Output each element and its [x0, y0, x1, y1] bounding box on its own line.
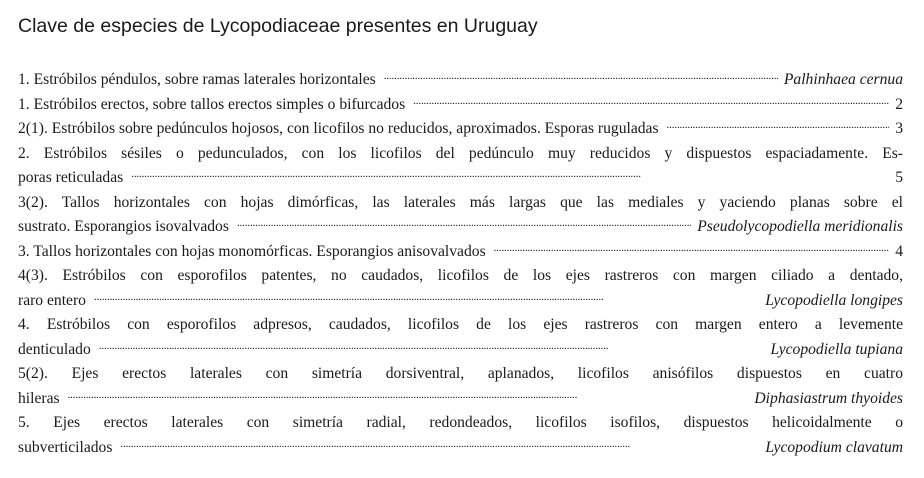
key-entry-text: 5(2). Ejes erectos laterales con simetría dorsiventral, aplanados, licofilos anisófilos dispuestos en cuatro — [18, 365, 903, 382]
key-entry-2a — [18, 117, 903, 142]
key-entry-text-cont: sustrato. Esporangios isovalvados — [18, 218, 229, 235]
key-entry-text: 3(2). Tallos horizontales con hojas dimórficas, las laterales más largas que las mediales y yaciendo planas sobre el — [18, 193, 903, 211]
key-entry-step: 5 — [895, 169, 903, 186]
key-entry-step: 2 — [895, 95, 903, 113]
key-entry-text: 1. Estróbilos erectos, sobre tallos erectos simples o bifurcados — [18, 95, 406, 113]
key-entry-taxon: Pseudolycopodiella meridionalis — [697, 218, 903, 235]
key-entry-taxon: Lycopodium clavatum — [765, 438, 903, 456]
dot-leader — [667, 117, 890, 133]
dot-leader — [384, 68, 778, 84]
key-entry-taxon: Palhinhaea cernua — [783, 71, 903, 88]
key-entry-taxon: Lycopodiella tupiana — [770, 340, 903, 358]
key-entry-5b — [18, 411, 903, 460]
dichotomous-key — [18, 68, 903, 460]
dot-leader — [120, 436, 759, 452]
key-entry-text: 1. Estróbilos péndulos, sobre ramas laterales horizontales — [18, 71, 376, 88]
key-entry-text-cont: hileras — [18, 389, 60, 407]
key-entry-text: 3. Tallos horizontales con hojas monomórficas. Esporangios anisovalvados — [18, 242, 486, 260]
key-entry-4a — [18, 264, 903, 313]
key-entry-text-cont: raro entero — [18, 291, 86, 309]
key-entry-4b — [18, 313, 903, 362]
key-entry-text: 2. Estróbilos sésiles o pedunculados, con los licofilos del pedúnculo muy reducidos y dispuestos espaciadamente. Es- — [18, 144, 903, 162]
key-entry-3a — [18, 191, 903, 240]
key-entry-2b — [18, 142, 903, 191]
dot-leader — [494, 240, 890, 256]
key-entry-text: 4. Estróbilos con esporofilos adpresos, caudados, licofilos de los ejes rastreros con margen entero a levemente — [18, 316, 903, 333]
key-entry-5a — [18, 362, 903, 411]
dot-leader — [413, 93, 889, 109]
key-entry-step: 4 — [895, 242, 903, 260]
key-entry-text-cont: denticulado — [18, 340, 91, 358]
key-entry-step: 3 — [895, 120, 903, 137]
key-entry-text: 2(1). Estróbilos sobre pedúnculos hojosos, con licofilos no reducidos, aproximados. Esporas ruguladas — [18, 120, 659, 137]
dot-leader — [94, 289, 759, 305]
key-entry-1a — [18, 68, 903, 93]
key-entry-text: 5. Ejes erectos laterales con simetría radial, redondeados, licofilos isofilos, dispuestos helicoidalmente o — [18, 414, 903, 431]
key-entry-1b — [18, 93, 903, 118]
key-entry-3b — [18, 240, 903, 265]
page-title: Clave de especies de Lycopodiaceae presentes en Uruguay — [18, 15, 538, 37]
key-entry-text-cont: subverticilados — [18, 438, 113, 456]
key-entry-taxon: Lycopodiella longipes — [765, 291, 903, 309]
key-entry-text-cont: poras reticuladas — [18, 169, 124, 186]
dot-leader — [237, 215, 691, 231]
key-entry-text: 4(3). Estróbilos con esporofilos patentes, no caudados, licofilos de los ejes rastreros con margen ciliado a dentado, — [18, 267, 903, 284]
dot-leader — [99, 338, 765, 354]
dot-leader — [68, 387, 749, 403]
key-entry-taxon: Diphasiastrum thyoides — [754, 389, 903, 407]
dot-leader — [131, 166, 889, 182]
